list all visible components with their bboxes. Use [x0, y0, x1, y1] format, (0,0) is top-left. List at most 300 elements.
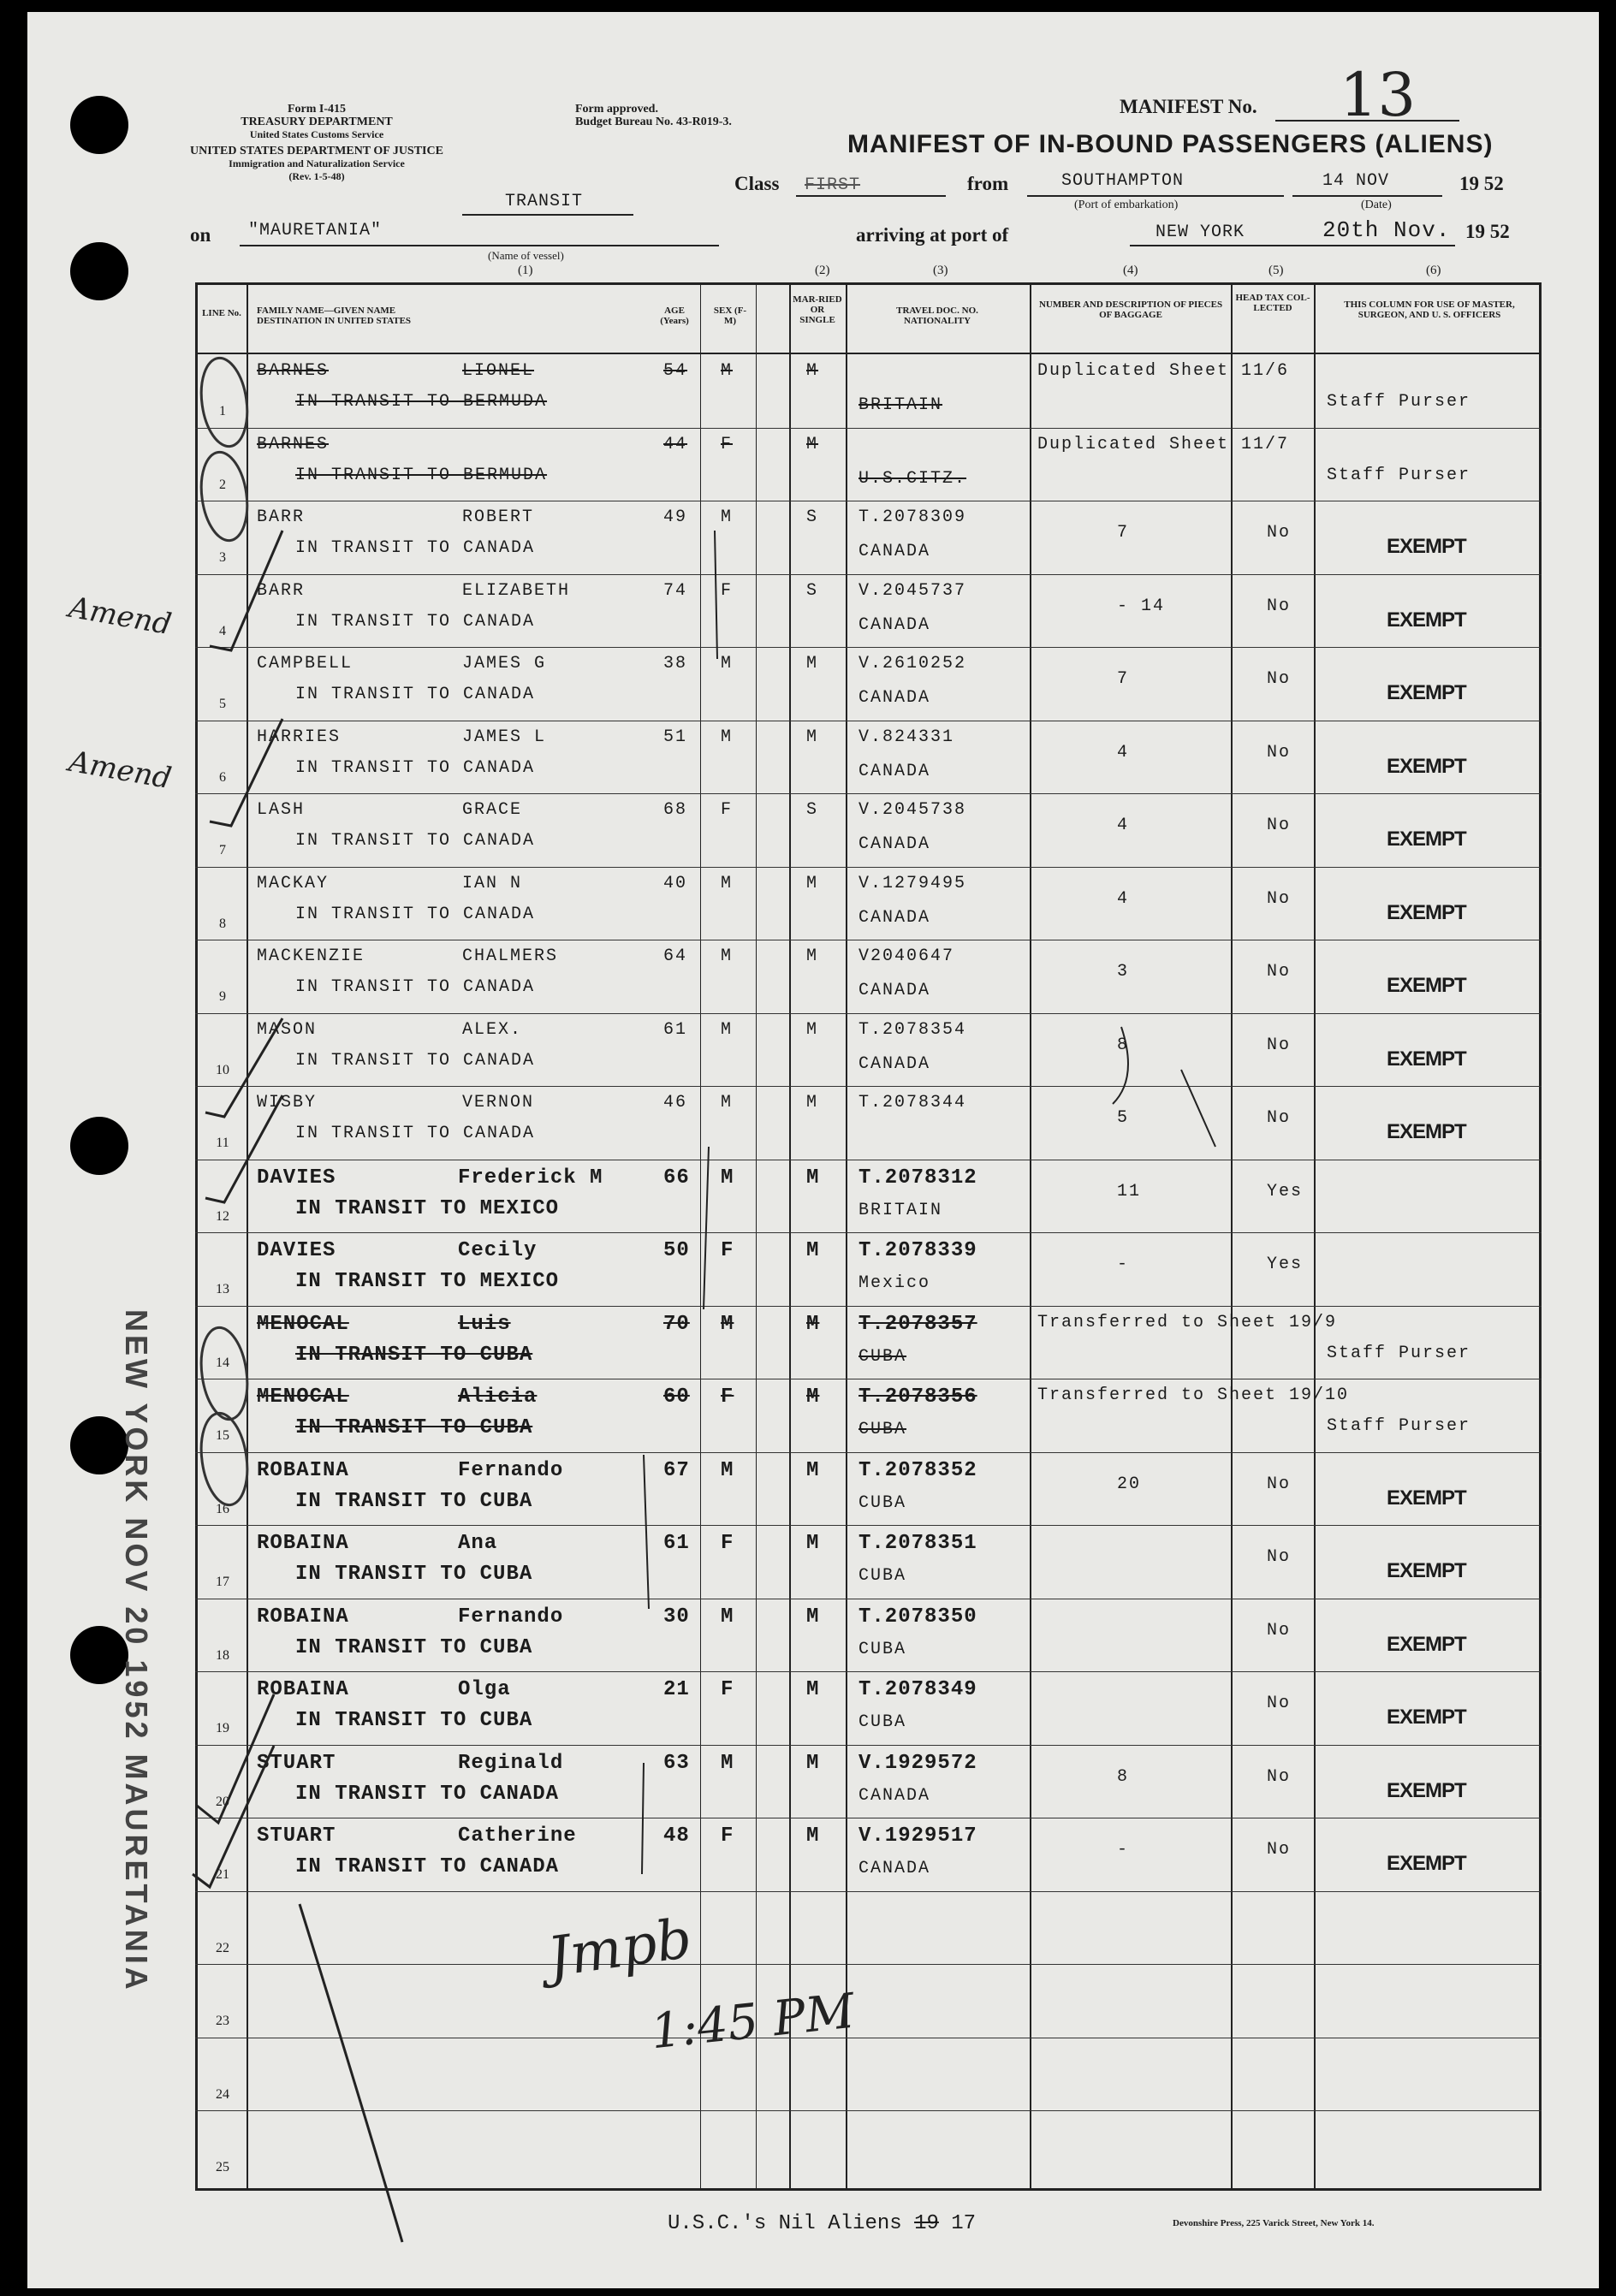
footer-summary	[668, 2212, 976, 2235]
row-marital: S	[806, 507, 819, 527]
row-officer-note: Staff Purser	[1327, 465, 1471, 485]
row-nationality: CUBA	[858, 1346, 907, 1367]
row-baggage: -	[1117, 1255, 1130, 1274]
row-divider	[195, 1013, 1542, 1014]
row-baggage: 8	[1117, 1766, 1130, 1787]
col-header-sex: SEX (F-M)	[713, 306, 747, 326]
row-family-name: CAMPBELL	[257, 654, 354, 673]
row-given-name: Catherine	[458, 1824, 577, 1848]
row-head-tax: No	[1267, 1547, 1292, 1567]
row-given-name: Alicia	[458, 1385, 538, 1409]
manifest-number: 13	[1340, 60, 1417, 130]
row-officer-note: Staff Purser	[1327, 392, 1471, 412]
row-divider	[195, 1671, 1542, 1672]
row-age: 68	[663, 800, 688, 820]
row-nationality: CUBA	[858, 1712, 907, 1732]
row-baggage: Duplicated Sheet 11/6	[1037, 361, 1290, 381]
row-line-number: 21	[216, 1867, 229, 1882]
row-officer-note: EXEMPT	[1387, 608, 1466, 632]
row-given-name: Fernando	[458, 1605, 564, 1629]
row-officer-note: EXEMPT	[1387, 681, 1466, 704]
row-family-name: BARNES	[257, 434, 330, 454]
punch-hole	[70, 1117, 128, 1175]
row-nationality: CANADA	[858, 1859, 931, 1878]
row-baggage: Transferred to Sheet 19/9	[1037, 1312, 1338, 1332]
row-age: 40	[663, 873, 688, 893]
on-label: on	[190, 224, 211, 246]
row-divider	[195, 793, 1542, 794]
col-number-5: (5)	[1268, 264, 1284, 277]
row-nationality: CANADA	[858, 761, 931, 781]
row-head-tax: No	[1267, 1620, 1292, 1640]
row-line-number: 10	[216, 1062, 229, 1077]
row-baggage: 20	[1117, 1474, 1142, 1494]
row-given-name: ALEX.	[462, 1019, 523, 1040]
row-officer-note: EXEMPT	[1387, 828, 1466, 851]
row-family-name: WISBY	[257, 1093, 318, 1112]
row-family-name: ROBAINA	[257, 1678, 349, 1701]
row-travel-doc: T.2078339	[858, 1239, 977, 1262]
row-head-tax: No	[1267, 888, 1292, 909]
row-sex: M	[721, 1751, 734, 1775]
row-family-name: ROBAINA	[257, 1605, 349, 1629]
row-family-name: MACKENZIE	[257, 946, 365, 966]
row-line-number: 5	[219, 697, 226, 711]
col-divider	[846, 282, 847, 2191]
row-travel-doc: V.1929517	[858, 1824, 977, 1848]
row-line-number: 22	[216, 1940, 229, 1955]
row-given-name: VERNON	[462, 1093, 535, 1112]
row-travel-doc: T.2078312	[858, 1166, 977, 1190]
row-family-name: BARNES	[257, 361, 330, 381]
row-sex: M	[721, 873, 734, 893]
row-given-name: Fernando	[458, 1458, 564, 1482]
manifest-no-label: MANIFEST No.	[1120, 96, 1257, 117]
row-divider	[195, 1306, 1542, 1307]
row-officer-note: EXEMPT	[1387, 1047, 1466, 1071]
row-baggage: 7	[1117, 523, 1130, 543]
date-caption: (Date)	[1361, 199, 1392, 211]
row-age: 61	[663, 1019, 688, 1040]
justice-dept: UNITED STATES DEPARTMENT OF JUSTICE	[190, 145, 443, 157]
footer-count: 17	[951, 2212, 977, 2235]
row-family-name: ROBAINA	[257, 1532, 349, 1555]
row-destination: IN TRANSIT TO CANADA	[295, 1050, 536, 1071]
row-officer-note: EXEMPT	[1387, 1852, 1466, 1875]
row-divider	[195, 2110, 1542, 2111]
row-officer-note: EXEMPT	[1387, 974, 1466, 997]
row-baggage: 4	[1117, 742, 1130, 762]
row-destination: IN TRANSIT TO CANADA	[295, 831, 536, 851]
row-head-tax: No	[1267, 962, 1292, 982]
row-travel-doc: V.1279495	[858, 873, 967, 893]
signature: Jmpb	[544, 1907, 696, 1990]
margin-note-amend: Amend	[66, 744, 175, 797]
from-label: from	[967, 173, 1009, 194]
row-officer-note: Staff Purser	[1327, 1416, 1471, 1436]
row-travel-doc: T.2078356	[858, 1385, 977, 1409]
row-sex: F	[721, 434, 734, 454]
col-header-travel-doc: TRAVEL DOC. NO. NATIONALITY	[896, 306, 978, 326]
row-line-number: 2	[219, 477, 226, 492]
row-marital: M	[806, 1093, 819, 1112]
col-divider	[1314, 282, 1316, 2191]
row-destination: IN TRANSIT TO CANADA	[295, 757, 536, 778]
row-family-name: STUART	[257, 1824, 336, 1848]
treasury-dept: TREASURY DEPARTMENT	[241, 116, 393, 128]
type-line	[462, 214, 633, 216]
row-sex: M	[721, 1093, 734, 1112]
class-value: FIRST	[805, 175, 861, 195]
row-nationality: CANADA	[858, 1053, 931, 1074]
row-family-name: DAVIES	[257, 1239, 336, 1262]
row-head-tax: No	[1267, 1840, 1292, 1860]
row-travel-doc: T.2078352	[858, 1458, 977, 1482]
col-divider	[756, 282, 757, 2191]
col-header-name: FAMILY NAME—GIVEN NAME DESTINATION IN UNITED STATES	[257, 306, 412, 326]
row-head-tax: No	[1267, 523, 1292, 543]
row-family-name: LASH	[257, 800, 306, 820]
col-header-married: MAR-RIED OR SINGLE	[793, 294, 842, 325]
row-sex: M	[721, 507, 734, 527]
row-marital: M	[806, 873, 819, 893]
row-divider	[195, 1745, 1542, 1746]
row-marital: M	[806, 1166, 820, 1190]
row-destination: IN TRANSIT TO BERMUDA	[295, 392, 548, 412]
row-age: 66	[663, 1166, 690, 1190]
row-travel-doc: V.2045737	[858, 580, 967, 601]
row-destination: IN TRANSIT TO CUBA	[295, 1563, 533, 1586]
row-age: 44	[663, 434, 688, 454]
row-sex: F	[721, 580, 734, 601]
row-head-tax: Yes	[1267, 1181, 1304, 1201]
row-given-name: Reginald	[458, 1751, 564, 1775]
row-given-name: Luis	[458, 1312, 511, 1336]
row-marital: M	[806, 1239, 820, 1262]
row-age: 21	[663, 1678, 690, 1701]
row-nationality: CANADA	[858, 907, 931, 928]
row-line-number: 8	[219, 916, 226, 931]
row-line-number: 16	[216, 1501, 229, 1516]
row-baggage: - 14	[1117, 596, 1166, 616]
row-destination: IN TRANSIT TO CANADA	[295, 1124, 536, 1143]
row-nationality: CUBA	[858, 1492, 907, 1513]
col-divider	[1030, 282, 1031, 2191]
row-line-number: 15	[216, 1428, 229, 1443]
row-given-name: CHALMERS	[462, 946, 559, 966]
row-sex: F	[721, 800, 734, 820]
row-baggage: Transferred to Sheet 19/10	[1037, 1385, 1350, 1405]
row-officer-note: EXEMPT	[1387, 1706, 1466, 1729]
row-age: 74	[663, 580, 688, 601]
row-baggage: 4	[1117, 816, 1130, 835]
row-nationality: CANADA	[858, 542, 931, 561]
row-marital: M	[806, 654, 819, 673]
row-marital: M	[806, 1458, 820, 1482]
row-marital: S	[806, 580, 819, 601]
embarkation-date: 14 NOV	[1322, 171, 1390, 191]
row-nationality: U.S.CITZ.	[858, 468, 967, 489]
arrival-port: NEW YORK	[1156, 222, 1245, 242]
row-officer-note: EXEMPT	[1387, 900, 1466, 924]
row-nationality: BRITAIN	[858, 1200, 943, 1220]
row-marital: M	[806, 1605, 820, 1629]
row-destination: IN TRANSIT TO CUBA	[295, 1416, 533, 1439]
row-divider	[195, 1232, 1542, 1233]
col-divider	[247, 282, 248, 2191]
row-head-tax: No	[1267, 1108, 1292, 1128]
punch-hole	[70, 96, 128, 154]
date-line	[1292, 195, 1442, 197]
row-destination: IN TRANSIT TO CUBA	[295, 1709, 533, 1732]
row-sex: M	[721, 1458, 734, 1482]
row-age: 50	[663, 1239, 690, 1262]
row-sex: M	[721, 361, 734, 381]
row-sex: F	[721, 1239, 734, 1262]
row-officer-note: EXEMPT	[1387, 1632, 1466, 1656]
row-given-name: LIONEL	[462, 361, 535, 381]
form-approval	[575, 103, 732, 128]
row-given-name: GRACE	[462, 800, 523, 820]
col-header-baggage: NUMBER AND DESCRIPTION OF PIECES OF BAGGAGE	[1038, 300, 1223, 320]
row-divider	[195, 574, 1542, 575]
manifest-table	[195, 282, 1542, 2191]
row-destination: IN TRANSIT TO CUBA	[295, 1635, 533, 1659]
row-divider	[195, 867, 1542, 868]
row-family-name: ROBAINA	[257, 1458, 349, 1482]
row-age: 61	[663, 1532, 690, 1555]
row-line-number: 4	[219, 623, 226, 638]
row-marital: M	[806, 1824, 820, 1848]
row-line-number: 11	[216, 1136, 229, 1150]
row-given-name: JAMES G	[462, 654, 547, 673]
port-caption: (Port of embarkation)	[1074, 199, 1179, 211]
row-officer-note: EXEMPT	[1387, 1559, 1466, 1582]
row-head-tax: No	[1267, 669, 1292, 689]
row-baggage: 11	[1117, 1181, 1142, 1201]
row-officer-note: EXEMPT	[1387, 754, 1466, 778]
row-sex: F	[721, 1824, 734, 1848]
row-travel-doc: T.2078354	[858, 1019, 967, 1040]
row-officer-note: EXEMPT	[1387, 1778, 1466, 1802]
row-travel-doc: V.1929572	[858, 1751, 977, 1775]
row-head-tax: No	[1267, 742, 1292, 762]
row-travel-doc: T.2078309	[858, 507, 967, 527]
footer-text: U.S.C.'s Nil Aliens	[668, 2212, 902, 2235]
row-officer-note: EXEMPT	[1387, 1120, 1466, 1143]
row-travel-doc: V.2045738	[858, 800, 967, 820]
row-marital: M	[806, 434, 819, 454]
row-given-name: Cecily	[458, 1239, 538, 1262]
page-title: MANIFEST OF IN-BOUND PASSENGERS (ALIENS)	[847, 130, 1494, 158]
row-line-number: 25	[216, 2160, 229, 2174]
row-head-tax: No	[1267, 816, 1292, 835]
row-destination: IN TRANSIT TO MEXICO	[295, 1270, 560, 1293]
row-marital: S	[806, 800, 819, 820]
row-nationality: CUBA	[858, 1566, 907, 1586]
row-sex: M	[721, 1019, 734, 1040]
row-nationality: CANADA	[858, 981, 931, 1000]
col-header-officers: THIS COLUMN FOR USE OF MASTER, SURGEON, AND U. S. OFFICERS	[1344, 300, 1515, 320]
vessel-name: "MAURETANIA"	[248, 221, 383, 240]
form-revision: (Rev. 1-5-48)	[288, 170, 345, 182]
arriving-label: arriving at port of	[856, 224, 1009, 246]
ins-service: Immigration and Naturalization Service	[229, 157, 405, 169]
customs-service: United States Customs Service	[249, 128, 384, 140]
row-family-name: MENOCAL	[257, 1385, 349, 1409]
row-baggage: Duplicated Sheet 11/7	[1037, 434, 1290, 454]
margin-note-amend: Amend	[66, 590, 175, 643]
row-line-number: 23	[216, 2014, 229, 2028]
row-sex: M	[721, 1166, 734, 1190]
time-note: 1:45 PM	[648, 1983, 858, 2061]
form-number: Form I-415	[287, 103, 347, 116]
row-given-name: Ana	[458, 1532, 498, 1555]
row-destination: IN TRANSIT TO CANADA	[295, 538, 536, 558]
row-line-number: 19	[216, 1721, 229, 1735]
row-marital: M	[806, 1678, 820, 1701]
row-age: 46	[663, 1093, 688, 1112]
row-age: 30	[663, 1605, 690, 1629]
row-family-name: HARRIES	[257, 727, 342, 747]
row-family-name: MASON	[257, 1019, 318, 1040]
header-divider	[195, 353, 1542, 354]
class-line	[796, 195, 946, 197]
row-destination: IN TRANSIT TO CUBA	[295, 1343, 533, 1367]
row-nationality: CUBA	[858, 1639, 907, 1659]
row-baggage: 3	[1117, 962, 1130, 982]
vessel-line	[240, 245, 719, 246]
row-travel-doc: T.2078357	[858, 1312, 977, 1336]
row-age: 64	[663, 946, 688, 966]
row-divider	[195, 1452, 1542, 1453]
row-destination: IN TRANSIT TO CANADA	[295, 1855, 560, 1878]
row-travel-doc: V.824331	[858, 727, 955, 747]
row-nationality: Mexico	[858, 1273, 931, 1293]
col-number-6: (6)	[1426, 264, 1441, 277]
row-family-name: STUART	[257, 1751, 336, 1775]
row-marital: M	[806, 1019, 819, 1040]
punch-hole	[70, 242, 128, 300]
row-sex: F	[721, 1678, 734, 1701]
row-marital: M	[806, 361, 819, 381]
row-divider	[195, 1964, 1542, 1965]
row-marital: M	[806, 727, 819, 747]
row-age: 63	[663, 1751, 690, 1775]
row-divider	[195, 647, 1542, 648]
row-age: 38	[663, 654, 688, 673]
row-age: 48	[663, 1824, 690, 1848]
row-officer-note: EXEMPT	[1387, 535, 1466, 558]
row-divider	[195, 1086, 1542, 1087]
row-travel-doc: T.2078349	[858, 1678, 977, 1701]
printer-imprint: Devonshire Press, 225 Varick Street, New York 14.	[1173, 2218, 1375, 2228]
col-divider	[700, 282, 701, 2191]
col-divider	[789, 282, 791, 2191]
manifest-type: TRANSIT	[505, 192, 584, 211]
row-given-name: ELIZABETH	[462, 580, 571, 601]
col-number-1: (1)	[518, 264, 533, 277]
row-line-number: 3	[219, 550, 226, 565]
row-line-number: 17	[216, 1575, 229, 1589]
year-1: 19 52	[1459, 173, 1504, 194]
row-given-name: ROBERT	[462, 507, 535, 527]
row-nationality: BRITAIN	[858, 395, 943, 415]
row-family-name: MENOCAL	[257, 1312, 349, 1336]
row-sex: M	[721, 727, 734, 747]
col-header-head-tax: HEAD TAX COL-LECTED	[1235, 293, 1310, 313]
row-line-number: 20	[216, 1794, 229, 1809]
row-destination: IN TRANSIT TO MEXICO	[295, 1196, 560, 1220]
row-given-name: Olga	[458, 1678, 511, 1701]
row-marital: M	[806, 1385, 820, 1409]
row-nationality: CANADA	[858, 1785, 931, 1806]
arrival-date: 20th Nov.	[1322, 217, 1451, 243]
row-baggage: -	[1117, 1840, 1130, 1860]
row-head-tax: Yes	[1267, 1255, 1304, 1274]
row-line-number: 1	[219, 404, 226, 418]
from-line	[1027, 195, 1284, 197]
form-agency-block	[184, 103, 449, 183]
row-officer-note: Staff Purser	[1327, 1343, 1471, 1363]
row-sex: M	[721, 1605, 734, 1629]
col-number-2: (2)	[815, 264, 830, 277]
vessel-caption: (Name of vessel)	[488, 249, 564, 262]
row-divider	[195, 428, 1542, 429]
row-marital: M	[806, 1532, 820, 1555]
row-age: 70	[663, 1312, 690, 1336]
row-divider	[195, 1891, 1542, 1892]
row-destination: IN TRANSIT TO CANADA	[295, 904, 536, 924]
form-approved: Form approved.	[575, 103, 658, 116]
row-given-name: IAN N	[462, 873, 523, 893]
col-divider	[1231, 282, 1233, 2191]
row-family-name: BARR	[257, 507, 306, 527]
row-marital: M	[806, 1751, 820, 1775]
row-family-name: MACKAY	[257, 873, 330, 893]
row-age: 51	[663, 727, 688, 747]
row-sex: F	[721, 1532, 734, 1555]
embarkation-port: SOUTHAMPTON	[1061, 171, 1185, 191]
row-given-name: JAMES L	[462, 727, 547, 747]
row-travel-doc: T.2078350	[858, 1605, 977, 1629]
row-sex: F	[721, 1385, 734, 1409]
row-baggage: 5	[1117, 1108, 1130, 1128]
row-sex: M	[721, 1312, 734, 1336]
row-age: 67	[663, 1458, 690, 1482]
arrival-stamp: NEW YORK NOV 20 1952 MAURETANIA	[119, 1309, 154, 1993]
col-number-4: (4)	[1123, 264, 1138, 277]
row-travel-doc: V2040647	[858, 946, 955, 966]
row-line-number: 9	[219, 989, 226, 1004]
row-divider	[195, 1525, 1542, 1526]
footer-old-count: 19	[914, 2212, 939, 2235]
row-sex: M	[721, 654, 734, 673]
row-nationality: CANADA	[858, 834, 931, 854]
row-destination: IN TRANSIT TO CANADA	[295, 685, 536, 704]
row-nationality: CANADA	[858, 614, 931, 635]
row-head-tax: No	[1267, 1766, 1292, 1787]
row-baggage: 8	[1117, 1035, 1130, 1055]
col-number-3: (3)	[933, 264, 948, 277]
row-destination: IN TRANSIT TO CUBA	[295, 1489, 533, 1513]
row-baggage: 7	[1117, 669, 1130, 689]
row-line-number: 24	[216, 2086, 229, 2102]
row-age: 60	[663, 1385, 690, 1409]
row-baggage: 4	[1117, 888, 1130, 909]
year-2: 19 52	[1465, 221, 1510, 242]
row-marital: M	[806, 1312, 820, 1336]
